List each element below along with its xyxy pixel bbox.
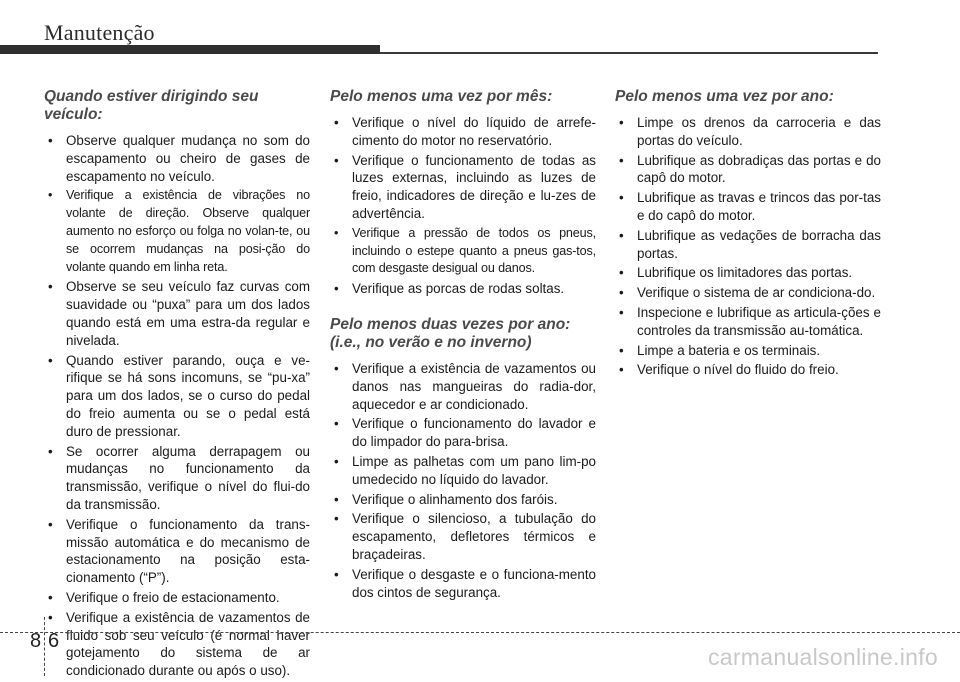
heading-while-driving: Quando estiver dirigindo seu veículo:: [44, 88, 259, 123]
list-item: • Verifique a existência de vibrações no volante de direção. Observe qualquer aumento no esforço ou folga no volan-te, ou se ocorrem mudanças na posi-ção do volante quando em linha reta.: [44, 187, 310, 276]
watermark-text: carmanualsonline.info: [707, 644, 938, 670]
chapter-number: 8: [30, 630, 42, 652]
list-item: • Verifique o funcionamento da trans-missão automática e do mecanismo de estacionamento na posição esta-cionamento (“P”).: [44, 516, 310, 587]
list-item: • Lubrifique as dobradiças das portas e do capô do motor.: [615, 152, 881, 188]
list-monthly: [330, 114, 596, 298]
list-item: • Lubrifique as vedações de borracha das portas.: [615, 227, 881, 263]
list-item: • Verifique as porcas de rodas soltas.: [330, 280, 596, 298]
heading-monthly: Pelo menos uma vez por mês:: [330, 88, 553, 105]
list-item: • Verifique o funcionamento do lavador e do limpador do para-brisa.: [330, 415, 596, 451]
list-item: • Verifique o nível do líquido de arrefe-cimento do motor no reservatório.: [330, 114, 596, 150]
heading-twice-yearly: Pelo menos duas vezes por ano: (i.e., no verão e no inverno): [330, 315, 571, 351]
list-item: • Verifique a pressão de todos os pneus, incluindo o estepe quanto a pneus gas-tos, com desgaste desigual ou danos.: [330, 225, 596, 278]
list-item: • Se ocorrer alguma derrapagem ou mudanças no funcionamento da transmissão, verifique o nível do flui-do da transmissão.: [44, 443, 310, 514]
list-item: • Verifique o funcionamento de todas as luzes externas, incluindo as luzes de freio, indicadores de direção e lu-zes de advertência.: [330, 152, 596, 223]
section-title: Manutenção: [44, 20, 155, 45]
column-driving: [44, 88, 310, 682]
list-item: • Lubrifique as travas e trincos das por-tas e do capô do motor.: [615, 189, 881, 225]
list-item: • Limpe a bateria e os terminais.: [615, 342, 881, 360]
list-item: • Limpe as palhetas com um pano lim-po umedecido no líquido do lavador.: [330, 453, 596, 489]
footer-divider: [0, 632, 960, 633]
list-item: • Verifique o nível do fluido do freio.: [615, 361, 881, 379]
list-item: • Observe se seu veículo faz curvas com suavidade ou “puxa” para um dos lados quando está em uma estra-da regular e nivelada.: [44, 278, 310, 349]
page-number: 6: [48, 630, 60, 652]
list-item: • Inspecione e lubrifique as articula-ções e controles da transmissão au-tomática.: [615, 304, 881, 340]
heading-yearly: Pelo menos uma vez por ano:: [615, 88, 834, 105]
list-yearly: [615, 114, 881, 379]
header-rule-thin: [380, 52, 878, 54]
list-item: • Verifique o alinhamento dos faróis.: [330, 491, 596, 509]
list-item: • Verifique o sistema de ar condiciona-do.: [615, 284, 881, 302]
list-while-driving: [44, 132, 310, 680]
header-rule-thick: [0, 45, 380, 54]
list-item: • Quando estiver parando, ouça e ve-rifique se há sons incomuns, se “pu-xa” para um dos lados, se o curso do pedal do freio aumenta ou se o pedal está duro de pressionar.: [44, 352, 310, 441]
list-twice-yearly: [330, 360, 596, 601]
list-item: • Verifique o silencioso, a tubulação do escapamento, defletores térmicos e braçadeiras.: [330, 510, 596, 563]
column-yearly: [615, 88, 881, 381]
page-number-divider: [44, 617, 45, 676]
list-item: • Verifique o desgaste e o funciona-mento dos cintos de segurança.: [330, 566, 596, 602]
list-item: • Lubrifique os limitadores das portas.: [615, 264, 881, 282]
list-item: • Verifique a existência de vazamentos de fluido sob seu veículo (é normal haver gotejamento do sistema de ar condicionado durante ou após o uso).: [44, 609, 310, 680]
column-monthly: [330, 88, 596, 603]
list-item: • Limpe os drenos da carroceria e das portas do veículo.: [615, 114, 881, 150]
list-item: • Verifique o freio de estacionamento.: [44, 589, 310, 607]
list-item: • Observe qualquer mudança no som do escapamento ou cheiro de gases de escapamento no veículo.: [44, 132, 310, 185]
list-item: • Verifique a existência de vazamentos ou danos nas mangueiras do radia-dor, aquecedor e ar condicionado.: [330, 360, 596, 413]
